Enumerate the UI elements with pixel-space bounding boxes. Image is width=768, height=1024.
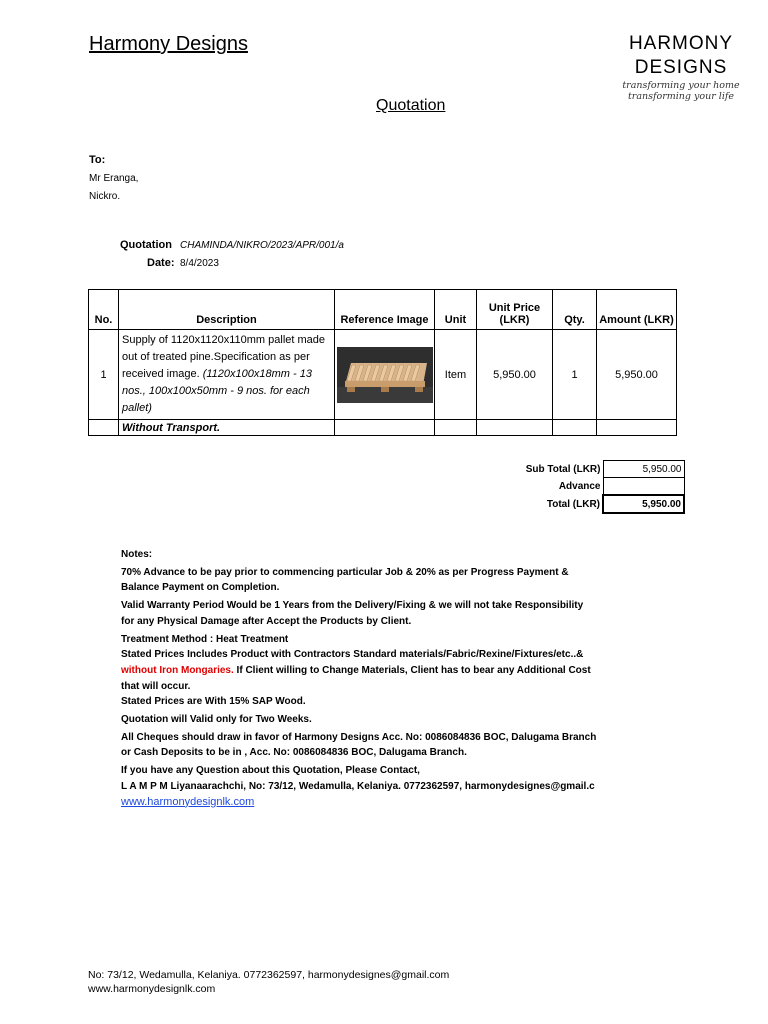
subtotal-value: 5,950.00 [603,461,684,478]
row-qty: 1 [553,330,597,420]
company-title: Harmony Designs [89,33,248,55]
note-prices-2-rest: If Client willing to Change Materials, Client has to bear any Additional Cost [233,664,591,676]
note-treatment: Treatment Method : Heat Treatment [121,633,289,645]
row-unit-price: 5,950.00 [477,330,553,420]
header-unit-price-line1: Unit Price [488,302,541,314]
table-header-row [89,290,677,330]
logo-line1: HARMONY [628,33,734,54]
note-warranty-2: for any Physical Damage after Accept the Products by Client. [121,615,412,627]
logo-line2: DESIGNS [634,57,728,78]
transport-row [89,420,677,436]
row-description [119,330,335,420]
note-contact-2: L A M P M Liyanaarachchi, No: 73/12, Wedamulla, Kelaniya. 0772362597, harmonydesignes@gmail.c [121,780,595,792]
footer-address: No: 73/12, Wedamulla, Kelaniya. 0772362597, harmonydesignes@gmail.com [88,969,450,981]
row-description-text: Supply of 1120x1120x110mm pallet made out of treated pine.Specification as per received image. [122,334,326,380]
note-contact-1: If you have any Question about this Quotation, Please Contact, [121,765,420,777]
note-prices-1: Stated Prices Includes Product with Contractors Standard materials/Fabric/Rexine/Fixtures/etc..& [121,649,584,661]
transport-note: Without Transport. [119,420,335,436]
header-no: No. [89,290,119,330]
total-label: Total (LKR) [546,498,600,510]
subtotal-label: Sub Total (LKR) [525,463,601,475]
document-title: Quotation [376,97,446,114]
footer-website: www.harmonydesignlk.com [88,983,216,995]
note-iron-mongaries: without Iron Mongaries. [121,664,234,676]
notes-heading: Notes: [121,549,153,560]
note-cheques-1: All Cheques should draw in favor of Harmony Designs Acc. No: 0086084836 BOC, Dalugama Branch [121,731,597,743]
note-sap-wood: Stated Prices are With 15% SAP Wood. [121,696,306,708]
header-unit-price-line2: (LKR) [499,314,530,326]
header-description: Description [119,290,335,330]
header-reference-image: Reference Image [335,290,435,330]
note-advance-1: 70% Advance to be pay prior to commencing particular Job & 20% as per Progress Payment & [121,566,569,578]
website-link[interactable]: www.harmonydesignlk.com [121,795,255,808]
quotation-label: Quotation [120,239,172,251]
table-row [89,330,677,420]
date-value: 8/4/2023 [180,258,219,269]
recipient-name: Mr Eranga, [89,173,139,184]
items-table [88,289,677,436]
recipient-company: Nickro. [89,191,121,202]
row-unit: Item [435,330,477,420]
row-description-spec: (1120x100x18mm - 13 nos., 100x100x50mm - 9 nos. for each pallet) [122,368,312,414]
company-logo [620,32,742,102]
row-no: 1 [89,330,119,420]
quotation-number: CHAMINDA/NIKRO/2023/APR/001/a [180,240,344,251]
advance-value [603,478,684,496]
logo-tagline2: transforming your life [627,91,735,102]
note-validity: Quotation will Valid only for Two Weeks. [121,714,312,726]
page-footer [88,968,449,996]
note-cheques-2: or Cash Deposits to be in , Acc. No: 0086084836 BOC, Dalugama Branch. [121,747,467,759]
header-unit: Unit [435,290,477,330]
advance-label: Advance [558,480,601,492]
totals-table [480,460,685,514]
header-qty: Qty. [553,290,597,330]
pallet-image [337,347,433,403]
total-value: 5,950.00 [603,495,684,513]
note-prices-2 [121,663,606,679]
row-amount: 5,950.00 [597,330,677,420]
note-prices-3: that will occur. [121,680,191,692]
row-reference-image [335,330,435,420]
notes-section [121,547,606,810]
subtotal-row [480,461,684,478]
note-warranty-1: Valid Warranty Period Would be 1 Years from the Delivery/Fixing & we will not take Responsibility [121,600,584,612]
date-label: Date: [147,257,175,269]
logo-tagline1: transforming your home [622,80,740,91]
header-amount: Amount (LKR) [597,290,677,330]
to-label: To: [89,154,106,166]
header-unit-price [477,290,553,330]
total-row [480,495,684,513]
note-advance-2: Balance Payment on Completion. [121,582,280,594]
advance-row [480,478,684,496]
